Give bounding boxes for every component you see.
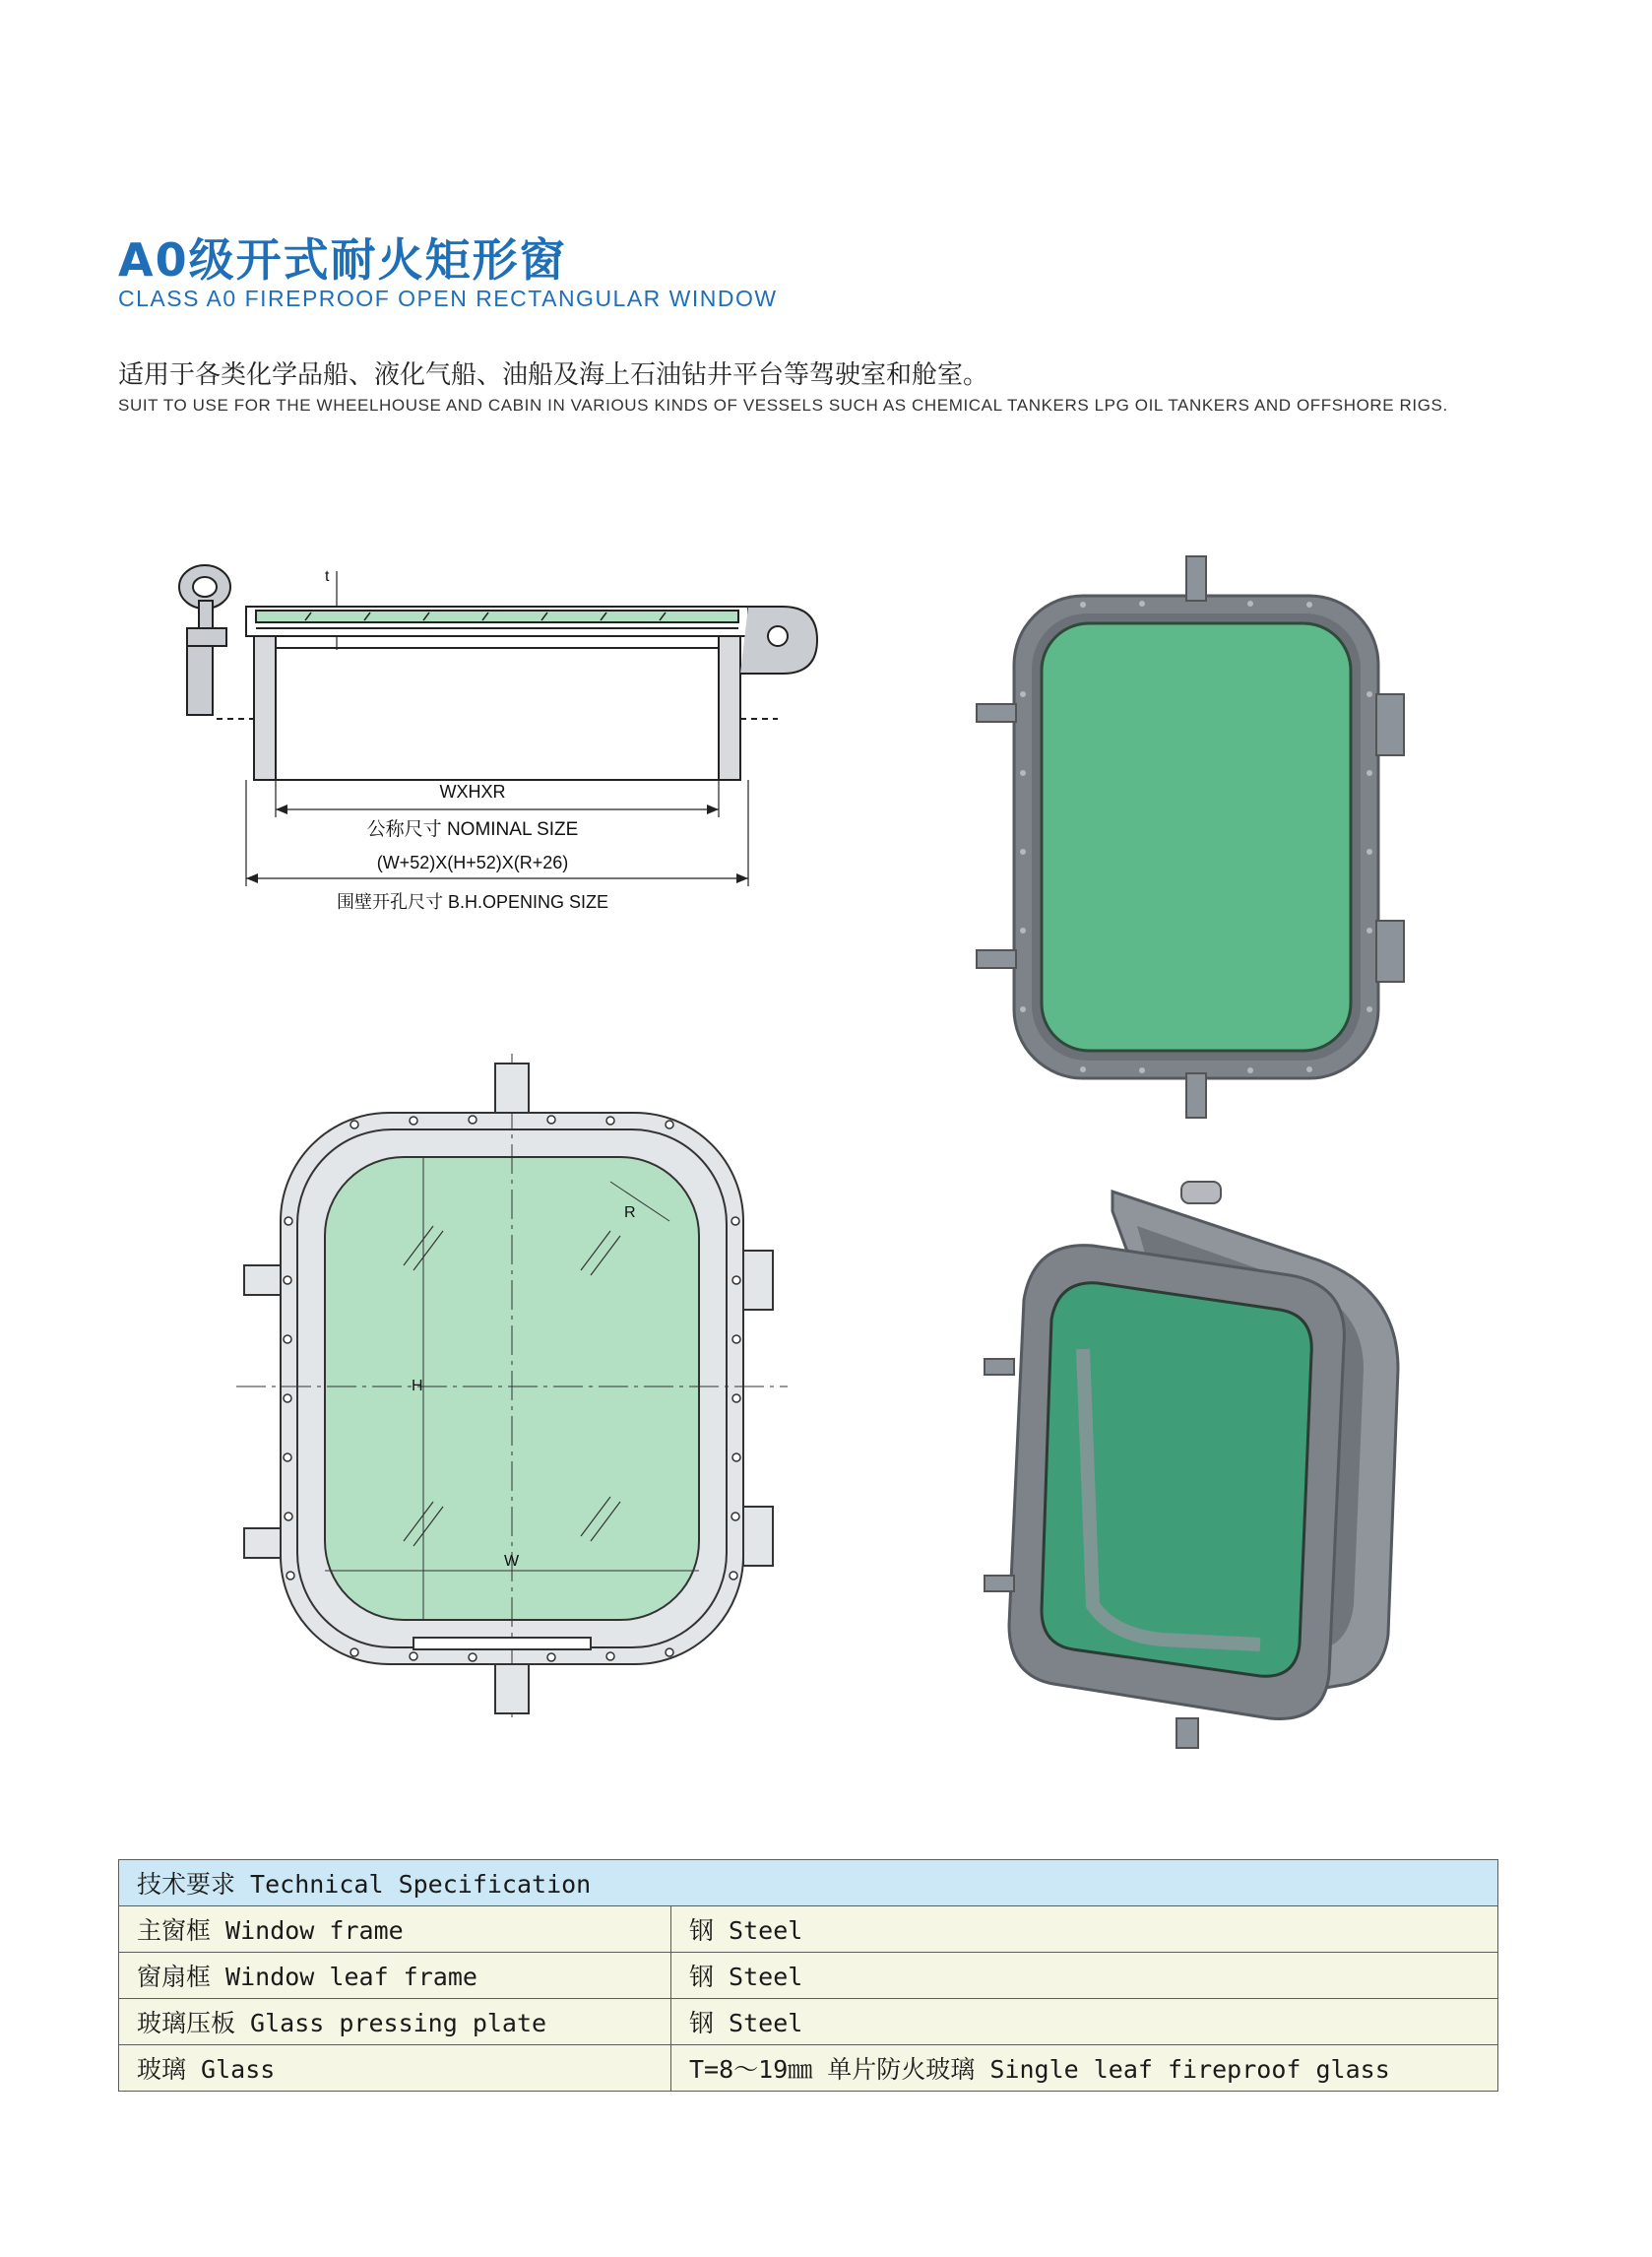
nominal-size-label: 公称尺寸 NOMINAL SIZE [366, 819, 579, 840]
spec-value: 钢 Steel [671, 1999, 1498, 2045]
section-drawing [148, 551, 837, 926]
glass-layer [256, 611, 738, 622]
h-label: H [412, 1378, 423, 1394]
front-drawing [236, 1044, 807, 1733]
table-row [119, 1953, 1498, 1999]
spec-table [118, 1859, 1498, 2092]
table-row [119, 1906, 1498, 1953]
intro-text-en: SUIT TO USE FOR THE WHEELHOUSE AND CABIN IN VARIOUS KINDS OF VESSELS SUCH AS CHEMICAL TANKERS LPG OIL TANKERS AND OFFSHORE RIGS. [118, 396, 1448, 415]
opening-size-label: 围壁开孔尺寸 B.H.OPENING SIZE [336, 892, 609, 912]
page-title: A0级开式耐火矩形窗 [118, 233, 567, 287]
table-row [119, 1999, 1498, 2045]
green-glass [1042, 623, 1351, 1051]
opening-formula: (W+52)X(H+52)X(R+26) [376, 853, 569, 872]
spec-item: 玻璃 Glass [119, 2045, 671, 2092]
spec-value: T=8～19㎜ 单片防火玻璃 Single leaf fireproof glass [671, 2045, 1498, 2092]
window-closed-render [965, 547, 1428, 1137]
spec-value: 钢 Steel [671, 1953, 1498, 1999]
spec-item: 玻璃压板 Glass pressing plate [119, 1999, 671, 2045]
spec-value: 钢 Steel [671, 1906, 1498, 1953]
r-label: R [624, 1204, 636, 1221]
spec-item: 窗扇框 Window leaf frame [119, 1953, 671, 1999]
spec-item: 主窗框 Window frame [119, 1906, 671, 1953]
w-label: W [504, 1553, 520, 1570]
intro-text-cn: 适用于各类化学品船、液化气船、油船及海上石油钻井平台等驾驶室和舱室。 [118, 360, 989, 390]
spec-table-header-row [119, 1860, 1498, 1906]
nominal-formula: WXHXR [439, 782, 506, 802]
spec-table-header: 技术要求 Technical Specification [119, 1860, 1498, 1906]
page-subtitle: CLASS A0 FIREPROOF OPEN RECTANGULAR WINDOW [118, 286, 778, 311]
t-label: t [325, 568, 330, 585]
table-row [119, 2045, 1498, 2092]
window-open-render [965, 1172, 1428, 1763]
